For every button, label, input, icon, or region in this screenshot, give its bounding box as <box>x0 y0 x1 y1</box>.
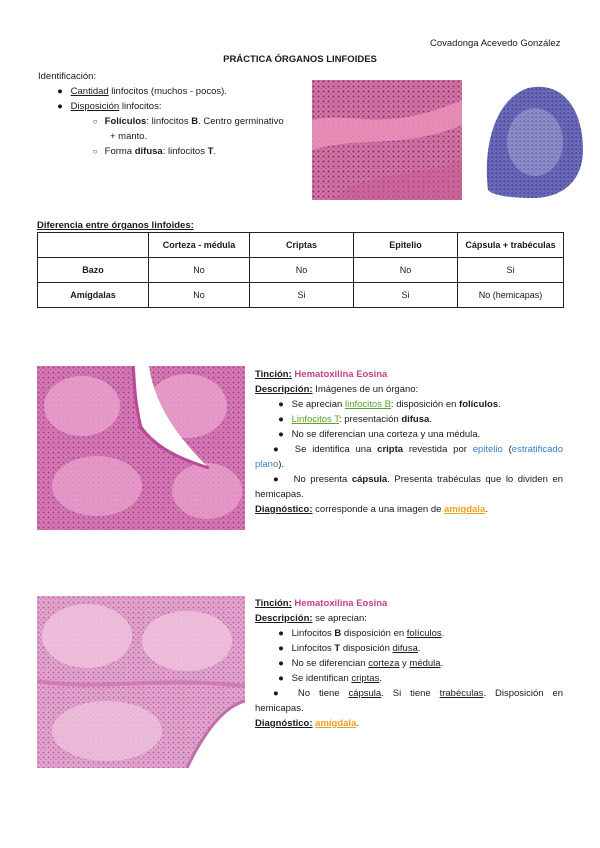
diagnostico-text: corresponde a una imagen de <box>312 504 445 515</box>
descripcion-value: Imágenes de un órgano: <box>312 384 419 395</box>
bullet-dot-icon: ● <box>278 658 284 669</box>
item-text: y <box>399 658 410 669</box>
list-item <box>255 656 563 671</box>
micrograph-follicle-purple <box>483 80 585 200</box>
bullet-dot-icon: ● <box>273 474 279 485</box>
list-item <box>255 686 563 701</box>
item-text: . <box>441 628 445 639</box>
table-cell: No <box>149 283 250 308</box>
item-text: . <box>440 658 444 669</box>
tincion-line <box>255 367 563 382</box>
bullet-dot-icon: ● <box>278 429 284 440</box>
item-text: : presentación <box>339 414 402 425</box>
table-cell: No (hemicapas) <box>458 283 564 308</box>
diagnostico-text: . <box>485 504 488 515</box>
list-item-cont <box>255 457 563 472</box>
table-header-cell: Epitelio <box>354 233 458 258</box>
table-row <box>38 283 564 308</box>
item-text: ). <box>278 459 285 470</box>
sub-difusa <box>38 144 284 159</box>
tincion-label: Tinción: <box>255 369 292 380</box>
table-cell: No <box>250 258 354 283</box>
table-cell: No <box>354 258 458 283</box>
difusa-end: . <box>213 146 217 157</box>
table-header-cell: Corteza - médula <box>149 233 250 258</box>
item-text: . <box>417 643 421 654</box>
item-text: . <box>498 399 501 410</box>
identification-heading: Identificación: <box>38 71 97 82</box>
item-text: . <box>379 673 382 684</box>
item-blue: plano <box>255 459 279 470</box>
descripcion-label: Descripción: <box>255 384 313 395</box>
comparison-table <box>37 232 564 308</box>
bullet-dot-icon: ● <box>273 688 279 699</box>
table-row-header: Bazo <box>38 258 149 283</box>
list-item <box>255 641 563 656</box>
item-text: Se identifican <box>291 673 352 684</box>
difusa-pre: Forma <box>104 146 135 157</box>
table-cell: No <box>149 258 250 283</box>
item-key: B <box>334 628 342 639</box>
item-blue: epitelio <box>472 444 503 455</box>
tincion-label: Tinción: <box>255 598 292 609</box>
micrograph-spleen-pink <box>312 80 462 200</box>
descripcion-line <box>255 382 563 397</box>
list-item <box>255 671 563 686</box>
item-text: Linfocitos <box>291 643 335 654</box>
item-text: Se aprecian <box>291 399 345 410</box>
item-text: disposición <box>340 643 393 654</box>
table-cell: Si <box>458 258 564 283</box>
list-item <box>255 472 563 487</box>
disposicion-text: linfocitos: <box>119 101 162 112</box>
list-item <box>255 397 563 412</box>
item-text: No tiene <box>297 688 349 699</box>
bullet-dot-icon: ● <box>57 86 63 97</box>
item-underlined: trabéculas <box>439 688 484 699</box>
descripcion-label: Descripción: <box>255 613 313 624</box>
item-link: Linfocitos T <box>291 414 339 425</box>
table-cell: Si <box>354 283 458 308</box>
cantidad-text: linfocitos (muchos - pocos). <box>108 86 227 97</box>
list-item <box>255 427 563 442</box>
description-block-1 <box>255 367 563 517</box>
table-row <box>38 258 564 283</box>
item-underlined: criptas <box>351 673 380 684</box>
table-header-cell: Cápsula + trabéculas <box>458 233 564 258</box>
item-text: . Disposición en <box>483 688 564 699</box>
cantidad-key: Cantidad <box>70 86 109 97</box>
list-item <box>255 442 563 457</box>
item-text: No presenta <box>293 474 352 485</box>
foliculos-b: B <box>191 116 199 127</box>
table-cell: Si <box>250 283 354 308</box>
item-underlined: difusa <box>392 643 418 654</box>
bullet-dot-icon: ● <box>278 399 284 410</box>
diagnostico-text: . <box>356 718 359 729</box>
diagnostico-line <box>255 716 563 731</box>
tincion-line <box>255 596 563 611</box>
bullet-dot-icon: ● <box>278 628 284 639</box>
item-text: revestida por <box>403 444 473 455</box>
list-item <box>255 626 563 641</box>
item-text: Linfocitos <box>291 628 335 639</box>
list-item <box>255 412 563 427</box>
item-underlined: cápsula <box>348 688 382 699</box>
description-block-2 <box>255 596 563 731</box>
diagnostico-label: Diagnóstico: <box>255 504 313 515</box>
bullet-disposicion <box>38 99 284 114</box>
disposicion-key: Disposición <box>70 101 120 112</box>
bullet-dot-icon: ● <box>57 101 63 112</box>
tincion-value: Hematoxilina Eosina <box>294 598 388 609</box>
descripcion-line <box>255 611 563 626</box>
sub-foliculos <box>38 114 284 129</box>
bullet-dot-icon: ● <box>278 414 284 425</box>
item-text: disposición en <box>341 628 407 639</box>
table-header-row <box>38 233 564 258</box>
item-key: T <box>334 643 341 654</box>
item-link: linfocitos B <box>344 399 391 410</box>
bullet-dot-icon: ● <box>273 444 279 455</box>
foliculos-mid: : linfocitos <box>146 116 192 127</box>
item-key: cápsula <box>351 474 388 485</box>
diagnostico-label: Diagnóstico: <box>255 718 313 729</box>
diagnostico-value: amígdala <box>444 504 486 515</box>
item-underlined: corteza <box>368 658 400 669</box>
author-name: Covadonga Acevedo González <box>430 38 561 49</box>
diagnostico-line <box>255 502 563 517</box>
table-title: Diferencia entre órganos linfoides: <box>37 220 194 231</box>
difusa-key: difusa <box>134 146 163 157</box>
difusa-t: T <box>207 146 214 157</box>
sub-foliculos-cont: + manto. <box>110 131 148 142</box>
page-title: PRÁCTICA ÓRGANOS LINFOIDES <box>223 54 377 65</box>
item-blue: estratificado <box>511 444 564 455</box>
micrograph-tonsil-1 <box>37 366 245 530</box>
item-text: ( <box>502 444 512 455</box>
table-header-cell <box>38 233 149 258</box>
item-underlined: folículos <box>406 628 442 639</box>
circle-bullet-icon: ○ <box>92 117 98 126</box>
bullet-dot-icon: ● <box>278 673 284 684</box>
foliculos-key: Folículos <box>104 116 147 127</box>
diagnostico-value: amígdala <box>315 718 357 729</box>
circle-bullet-icon: ○ <box>92 147 98 156</box>
item-underlined: médula <box>409 658 441 669</box>
item-text: No se diferencian una corteza y una médula. <box>291 429 481 440</box>
table-header-cell: Criptas <box>250 233 354 258</box>
list-item-cont: hemicapas. <box>255 703 304 714</box>
table-row-header: Amígdalas <box>38 283 149 308</box>
micrograph-tonsil-2 <box>37 596 245 768</box>
item-text: . Si tiene <box>381 688 440 699</box>
item-text: Se identifica una <box>294 444 378 455</box>
item-text: No se diferencian <box>291 658 369 669</box>
bullet-dot-icon: ● <box>278 643 284 654</box>
item-text: . Presenta trabéculas que lo dividen en <box>387 474 564 485</box>
foliculos-rest: . Centro germinativo <box>198 116 284 127</box>
identification-section <box>38 69 284 159</box>
item-text: : disposición en <box>390 399 460 410</box>
tincion-value: Hematoxilina Eosina <box>294 369 388 380</box>
item-text: . <box>429 414 432 425</box>
difusa-mid: : linfocitos <box>162 146 208 157</box>
descripcion-value: se aprecian: <box>312 613 367 624</box>
item-key: folículos <box>459 399 499 410</box>
list-item-cont: hemicapas. <box>255 489 304 500</box>
item-key: cripta <box>377 444 404 455</box>
item-key: difusa <box>401 414 430 425</box>
bullet-cantidad <box>38 84 284 99</box>
